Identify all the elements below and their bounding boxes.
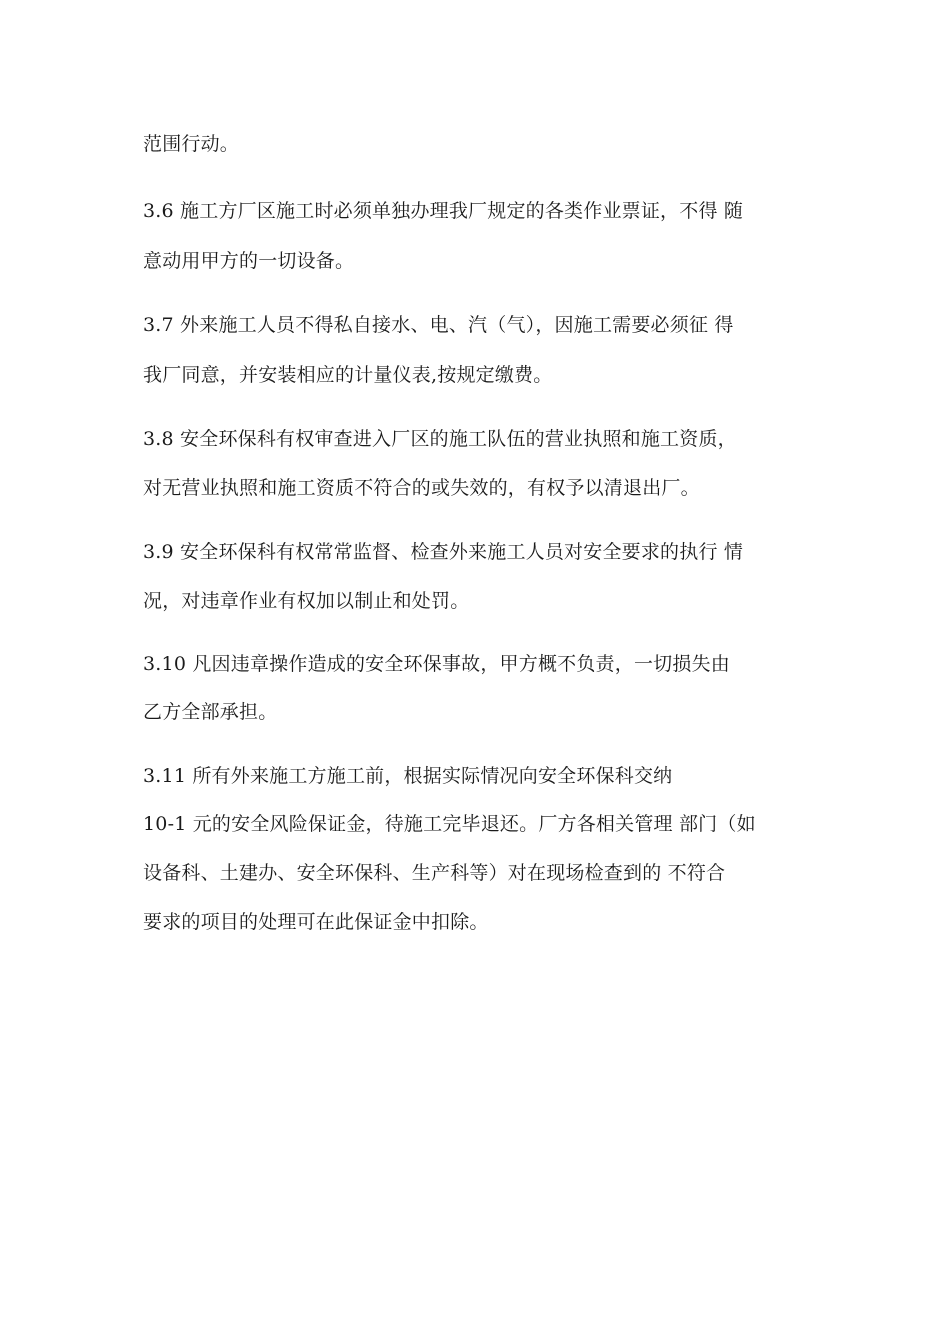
text-line: 3.8 安全环保科有权审查进入厂区的施工队伍的营业执照和施工资质， — [143, 428, 737, 450]
text-line: 范围行动。 — [143, 133, 240, 155]
text-line: 3.10 凡因违章操作造成的安全环保事故，甲方概不负责，一切损失由 — [143, 653, 730, 675]
text-line: 意动用甲方的一切设备。 — [143, 250, 355, 272]
text-line: 我厂同意，并安装相应的计量仪表,按规定缴费。 — [143, 364, 553, 386]
text-line: 要求的项目的处理可在此保证金中扣除。 — [143, 911, 489, 933]
text-line: 3.7 外来施工人员不得私自接水、电、汽（气），因施工需要必须征 得 — [143, 314, 734, 336]
text-line: 3.9 安全环保科有权常常监督、检查外来施工人员对安全要求的执行 情 — [143, 541, 744, 563]
text-line: 3.11 所有外来施工方施工前，根据实际情况向安全环保科交纳 — [143, 765, 673, 787]
text-line: 况，对违章作业有权加以制止和处罚。 — [143, 590, 470, 612]
text-line: 对无营业执照和施工资质不符合的或失效的，有权予以清退出厂。 — [143, 477, 700, 499]
text-line: 3.6 施工方厂区施工时必须单独办理我厂规定的各类作业票证，不得 随 — [143, 200, 744, 222]
text-line: 设备科、土建办、安全环保科、生产科等）对在现场检查到的 不符合 — [143, 862, 726, 884]
text-line: 10-1 元的安全风险保证金，待施工完毕退还。厂方各相关管理 部门（如 — [143, 813, 756, 835]
text-line: 乙方全部承担。 — [143, 701, 278, 723]
